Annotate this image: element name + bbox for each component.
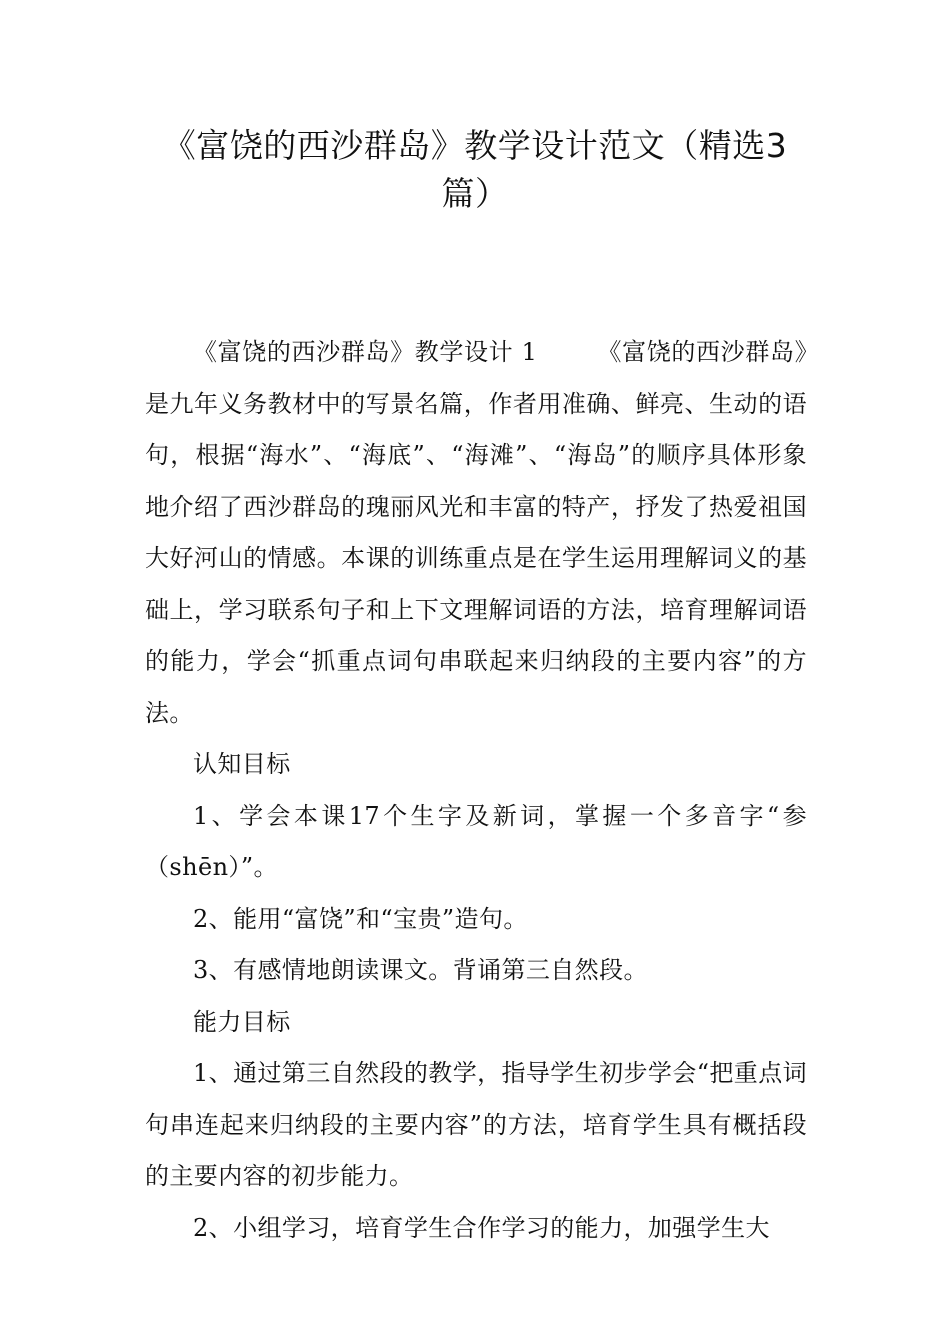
cognitive-item-1: 1、学会本课17个生字及新词，掌握一个多音字“参（shēn）”。 (145, 801, 807, 881)
ability-heading: 能力目标 (193, 1007, 291, 1036)
cognitive-item-3: 3、有感情地朗读课文。背诵第三自然段。 (193, 956, 648, 984)
intro-text: 《富饶的西沙群岛》是九年义务教材中的写景名篇，作者用准确、鲜亮、生动的语句，根据“海水”、“海底”、“海滩”、“海岛”的顺序具体形象地介绍了西沙群岛的瑰丽风光和丰富的特产，抒发了热爱祖国大好河山的情感。本课的训练重点是在学生运用理解词义的基础上，学习联系句子和上下文理解词语的方法，培育理解词语的能力，学会“抓重点词句串联起来归纳段的主要内容”的方法。 (145, 338, 807, 727)
document-body (145, 327, 807, 1254)
cognitive-heading: 认知目标 (193, 750, 291, 778)
cognitive-item-2: 2、能用“富饶”和“宝贵”造句。 (193, 904, 528, 933)
intro-paragraph (145, 327, 807, 739)
section-heading: 《富饶的西沙群岛》教学设计 1 (193, 338, 538, 366)
ability-item-1: 1、通过第三自然段的教学，指导学生初步学会“把重点词句串连起来归纳段的主要内容”的方法，培育学生具有概括段的主要内容的初步能力。 (145, 1059, 807, 1190)
document-title: 《富饶的西沙群岛》教学设计范文（精选3篇） (162, 126, 788, 213)
ability-item-2: 2、小组学习，培育学生合作学习的能力，加强学生大 (193, 1213, 770, 1242)
